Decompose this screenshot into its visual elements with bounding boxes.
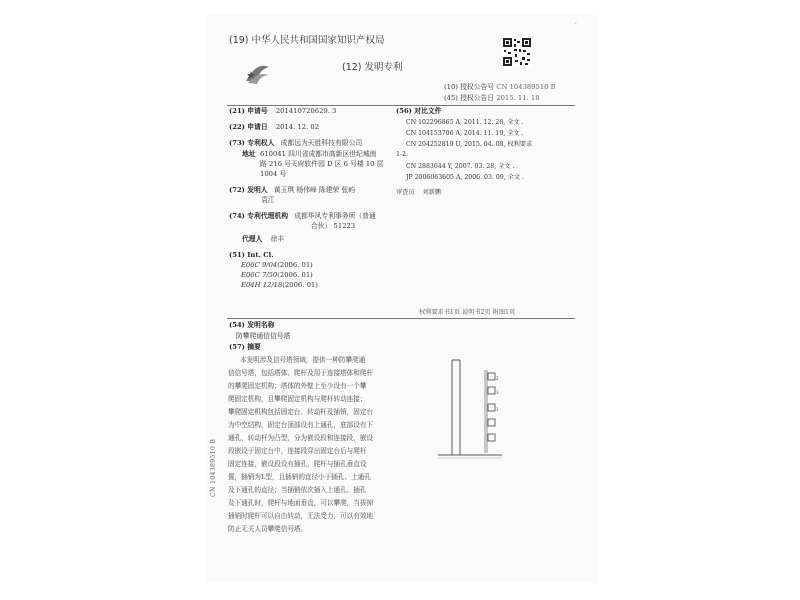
- abstract-line: 插销时爬杆可以自由转动，无法受力，可以有效地: [228, 512, 374, 520]
- reference-item: 1-2.: [396, 151, 408, 158]
- agency-label: (74) 专利代理机构: [229, 212, 289, 220]
- abstract-line: 防止无关人员攀爬信号塔。: [228, 525, 308, 533]
- agent-label: 代理人: [242, 235, 263, 243]
- agency-line-2: 合伙） 51223: [311, 222, 356, 230]
- abstract-line: 段嵌设于固定台中，连接段穿出固定台后与爬杆: [228, 447, 367, 455]
- side-publication-number: CN 104389510 B: [210, 438, 217, 497]
- inventor-label: (72) 发明人: [229, 186, 268, 194]
- grant-date: 2015. 11. 18: [496, 94, 540, 102]
- biblio-divider: [227, 318, 575, 319]
- address-line-1: 610041 四川省成都市高新区世纪城南: [260, 150, 377, 158]
- ipc-code: E06C 7/50: [241, 271, 278, 279]
- reference-item: JP 2006063605 A, 2006. 03. 09, 全文 .: [406, 174, 524, 181]
- examiner: 刘新鹏: [422, 189, 442, 196]
- ipc-label: (51) Int. Cl.: [229, 251, 274, 259]
- application-date-label: (22) 申请日: [229, 123, 268, 131]
- address-line-2: 路 216 号天府软件园 D 区 6 号楼 10 层: [260, 160, 384, 168]
- references-label: (56) 对比文件: [396, 107, 442, 115]
- application-date: 2014. 12. 02: [275, 123, 320, 131]
- corner-mark: ,: [575, 18, 577, 25]
- ipc-code: E04H 12/18: [241, 281, 283, 289]
- grant-date-label: (45) 授权公告日: [444, 94, 495, 102]
- agent: 徐丰: [270, 235, 285, 243]
- ipc-row: [241, 272, 313, 280]
- abstract-line: 爬固定机构，且攀爬固定机构与爬杆转动连接；: [228, 395, 367, 403]
- reference-item: CN 2883644 Y, 2007. 03. 28, 全文 .: [406, 163, 515, 170]
- ipc-version: (2006. 01): [277, 271, 313, 279]
- invention-title: 防攀爬通信信号塔: [236, 332, 291, 340]
- ipc-row: [241, 262, 313, 270]
- abstract-line: 置，插销为L型，且插销的直径小于插孔、上通孔: [228, 473, 371, 481]
- application-number-label: (21) 申请号: [229, 107, 268, 115]
- abstract-line: 攀爬固定机构包括固定台、转动杆及插销，固定台: [228, 408, 374, 416]
- abstract-label: (57) 摘要: [229, 343, 261, 351]
- abstract-line: 及下通孔的直径；当插销依次插入上通孔、插孔: [228, 486, 367, 494]
- abstract-line: 的攀爬固定机构；塔体的外壁上至少设有一个攀: [228, 382, 367, 390]
- address-label: 地址: [242, 150, 256, 158]
- ipc-version: (2006. 01): [277, 261, 313, 269]
- reference-item: CN 104153706 A, 2014. 11. 19, 全文 .: [406, 130, 524, 137]
- cnipa-logo-icon: [242, 57, 272, 87]
- patentee: 成都远为天胜科技有限公司: [280, 139, 363, 147]
- abstract-line: 本发明涉及信号塔领域，提供一种防攀爬通: [240, 356, 366, 364]
- abstract-line: 及下通孔时，爬杆与地面垂直，可以攀爬，当拔掉: [228, 499, 374, 507]
- svg-text:3: 3: [496, 390, 499, 395]
- tower-drawing-figure: [430, 355, 510, 470]
- abstract-line: 为中空结构，固定台顶部设有上通孔，底部设有下: [228, 421, 374, 429]
- abstract-line: 信信号塔，包括塔体、爬杆及用于连接塔体和爬杆: [228, 369, 374, 377]
- qr-code-icon: [502, 37, 532, 67]
- title-label: (54) 发明名称: [229, 321, 275, 329]
- pages-summary: 权利要求书1页 说明书2页 附图1页: [419, 309, 516, 316]
- grant-number-label: (10) 授权公告号: [444, 83, 495, 91]
- address-line-3: 1004 号: [260, 170, 287, 178]
- svg-text:2: 2: [496, 376, 499, 381]
- abstract-line: 固定连接，嵌设段设有插孔，爬杆与插孔垂直设: [228, 460, 367, 468]
- ipc-code: E06C 9/04: [241, 261, 278, 269]
- reference-item: CN 204252819 U, 2015. 04. 08, 权利要求: [406, 141, 533, 148]
- agency-line-1: 成都华风专利事务所（普通: [294, 212, 376, 220]
- document-type: (12) 发明专利: [342, 62, 403, 73]
- inventors-line-1: 黄玉琪 杨伟峰 陈建荣 张屿: [273, 186, 356, 194]
- application-number: 201410720629. 3: [275, 107, 337, 115]
- svg-text:1: 1: [496, 407, 499, 412]
- patentee-label: (73) 专利权人: [229, 139, 275, 147]
- abstract-line: 通孔，转动杆为凸型，分为嵌设段和连接段，嵌设: [228, 434, 374, 442]
- reference-item: CN 102296865 A, 2011. 12. 28, 全文 .: [406, 119, 524, 126]
- inventors-line-2: 袁江: [261, 196, 275, 204]
- office-name: (19) 中华人民共和国国家知识产权局: [229, 35, 385, 46]
- header-divider: [227, 105, 575, 106]
- examiner-label: 审查员: [396, 189, 415, 196]
- grant-number: CN 104389510 B: [496, 83, 556, 91]
- ipc-row: [241, 282, 318, 290]
- ipc-version: (2006. 01): [282, 281, 318, 289]
